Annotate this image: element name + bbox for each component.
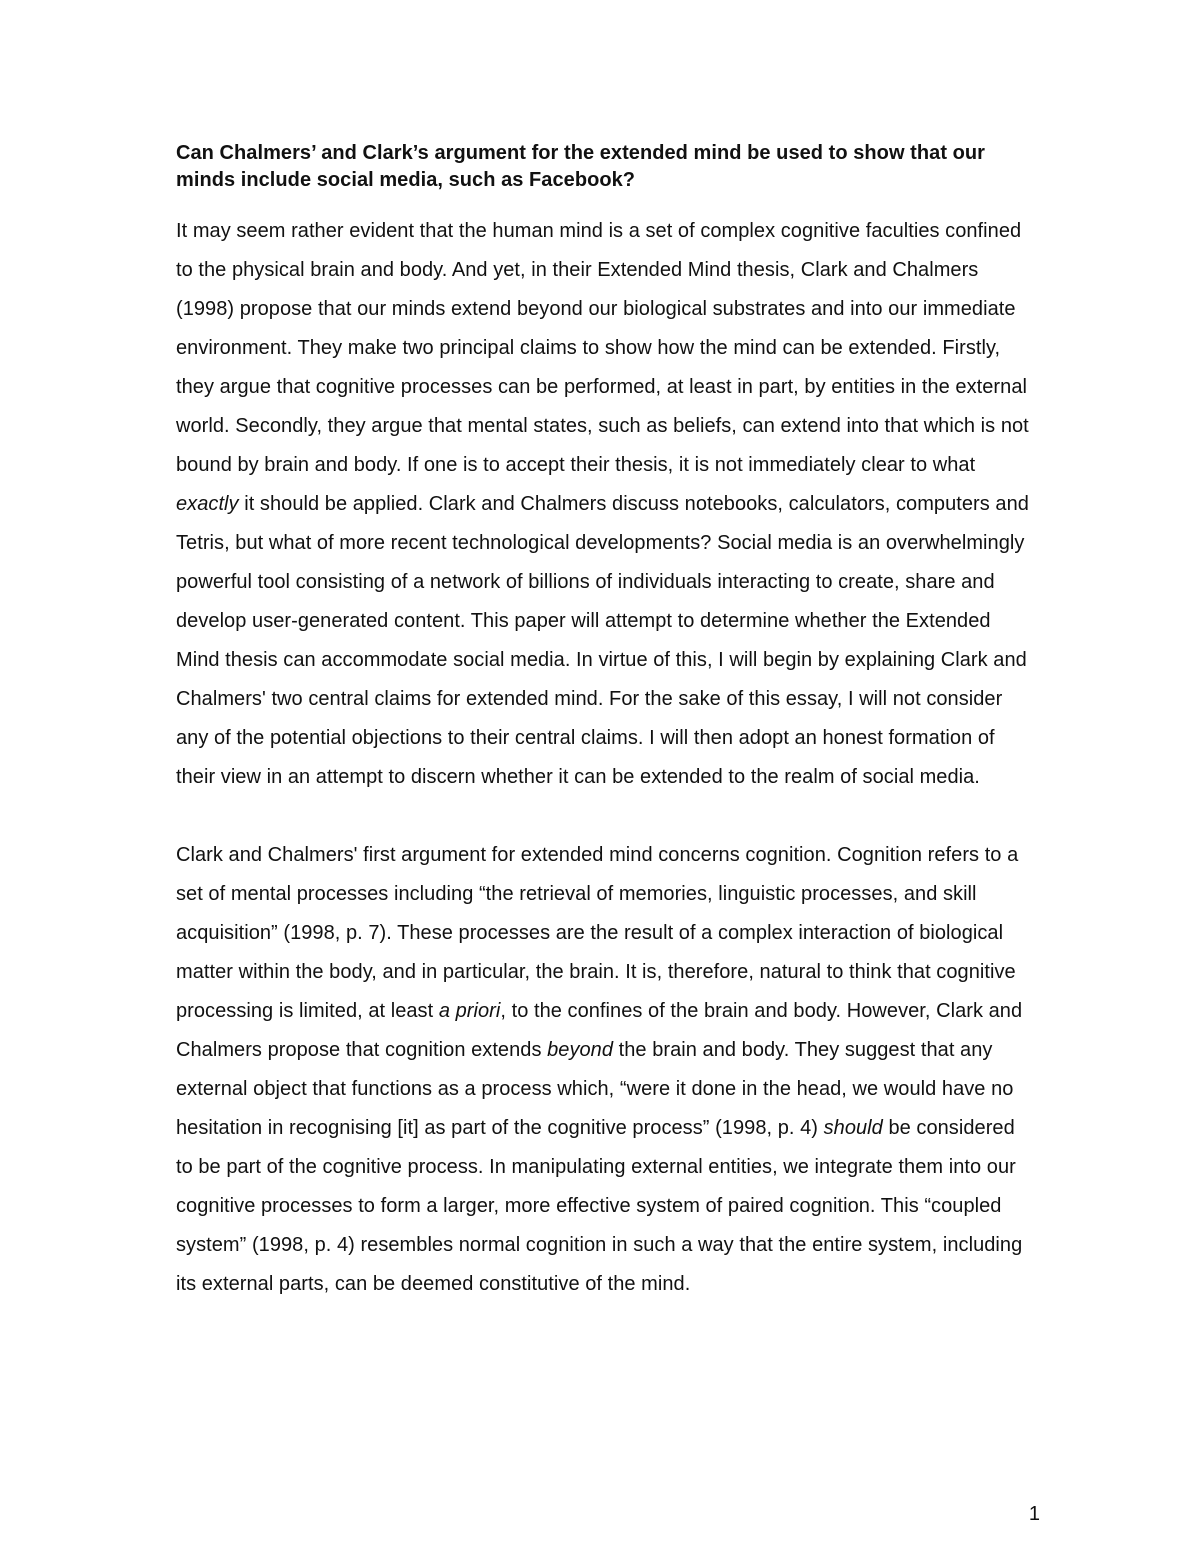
paragraph-text: Clark and Chalmers' first argument for extended mind concerns cognition. Cognition refers to a set of mental processes including “the retrieval of memories, linguistic processes, and skill acquisition” (1998, p. 7). These processes are the result of a complex interaction of biological matter within the body, and in particular, the brain. It is, therefore, natural to think that cognitive processing is limited, at least	[176, 844, 1019, 1022]
paragraph-text: It may seem rather evident that the human mind is a set of complex cognitive faculties confined to the physical brain and body. And yet, in their Extended Mind thesis, Clark and Chalmers (1998) propose that our minds extend beyond our biological substrates and into our immediate environment. They make two principal claims to show how the mind can be extended. Firstly, they argue that cognitive processes can be performed, at least in part, by entities in the external world. Secondly, they argue that mental states, such as beliefs, can extend into that which is not bound by brain and body. If one is to accept their thesis, it is not immediately clear to what	[176, 220, 1029, 476]
paragraph-text: , to the confines of the brain and body. However, Clark and Chalmers propose that cognition extends	[176, 1000, 1023, 1061]
paragraph-text: it should be applied. Clark and Chalmers discuss notebooks, calculators, computers and Tetris, but what of more recent technological developments? Social media is an overwhelmingly powerful tool consisting of a network of billions of individuals interacting to create, share and develop user-generated content. This paper will attempt to determine whether the Extended Mind thesis can accommodate social media. In virtue of this, I will begin by explaining Clark and Chalmers' two central claims for extended mind. For the sake of this essay, I will not consider any of the potential objections to their central claims. I will then adopt an honest formation of their view in an attempt to discern whether it can be extended to the realm of social media.	[176, 493, 1029, 788]
essay-title: Can Chalmers’ and Clark’s argument for the extended mind be used to show that our minds include social media, such as Facebook?	[176, 142, 986, 191]
paragraph-introduction	[176, 212, 1036, 797]
paragraph-cognition	[176, 836, 1036, 1304]
document-body	[176, 140, 1036, 1304]
paragraph-text: be considered to be part of the cognitive process. In manipulating external entities, we integrate them into our cognitive processes to form a larger, more effective system of paired cognition. This “coupled system” (1998, p. 4) resembles normal cognition in such a way that the entire system, including its external parts, can be deemed constitutive of the mind.	[176, 1117, 1023, 1295]
italic-emphasis: a priori	[438, 1000, 501, 1022]
paragraph-text: the brain and body. They suggest that any external object that functions as a process which, “were it done in the head, we would have no hesitation in recognising [it] as part of the cognitive process” (1998, p. 4)	[176, 1039, 1014, 1139]
italic-emphasis: should	[823, 1117, 883, 1139]
italic-emphasis: beyond	[547, 1039, 614, 1061]
page-number: 1	[1028, 1503, 1040, 1525]
italic-emphasis: exactly	[176, 493, 239, 515]
